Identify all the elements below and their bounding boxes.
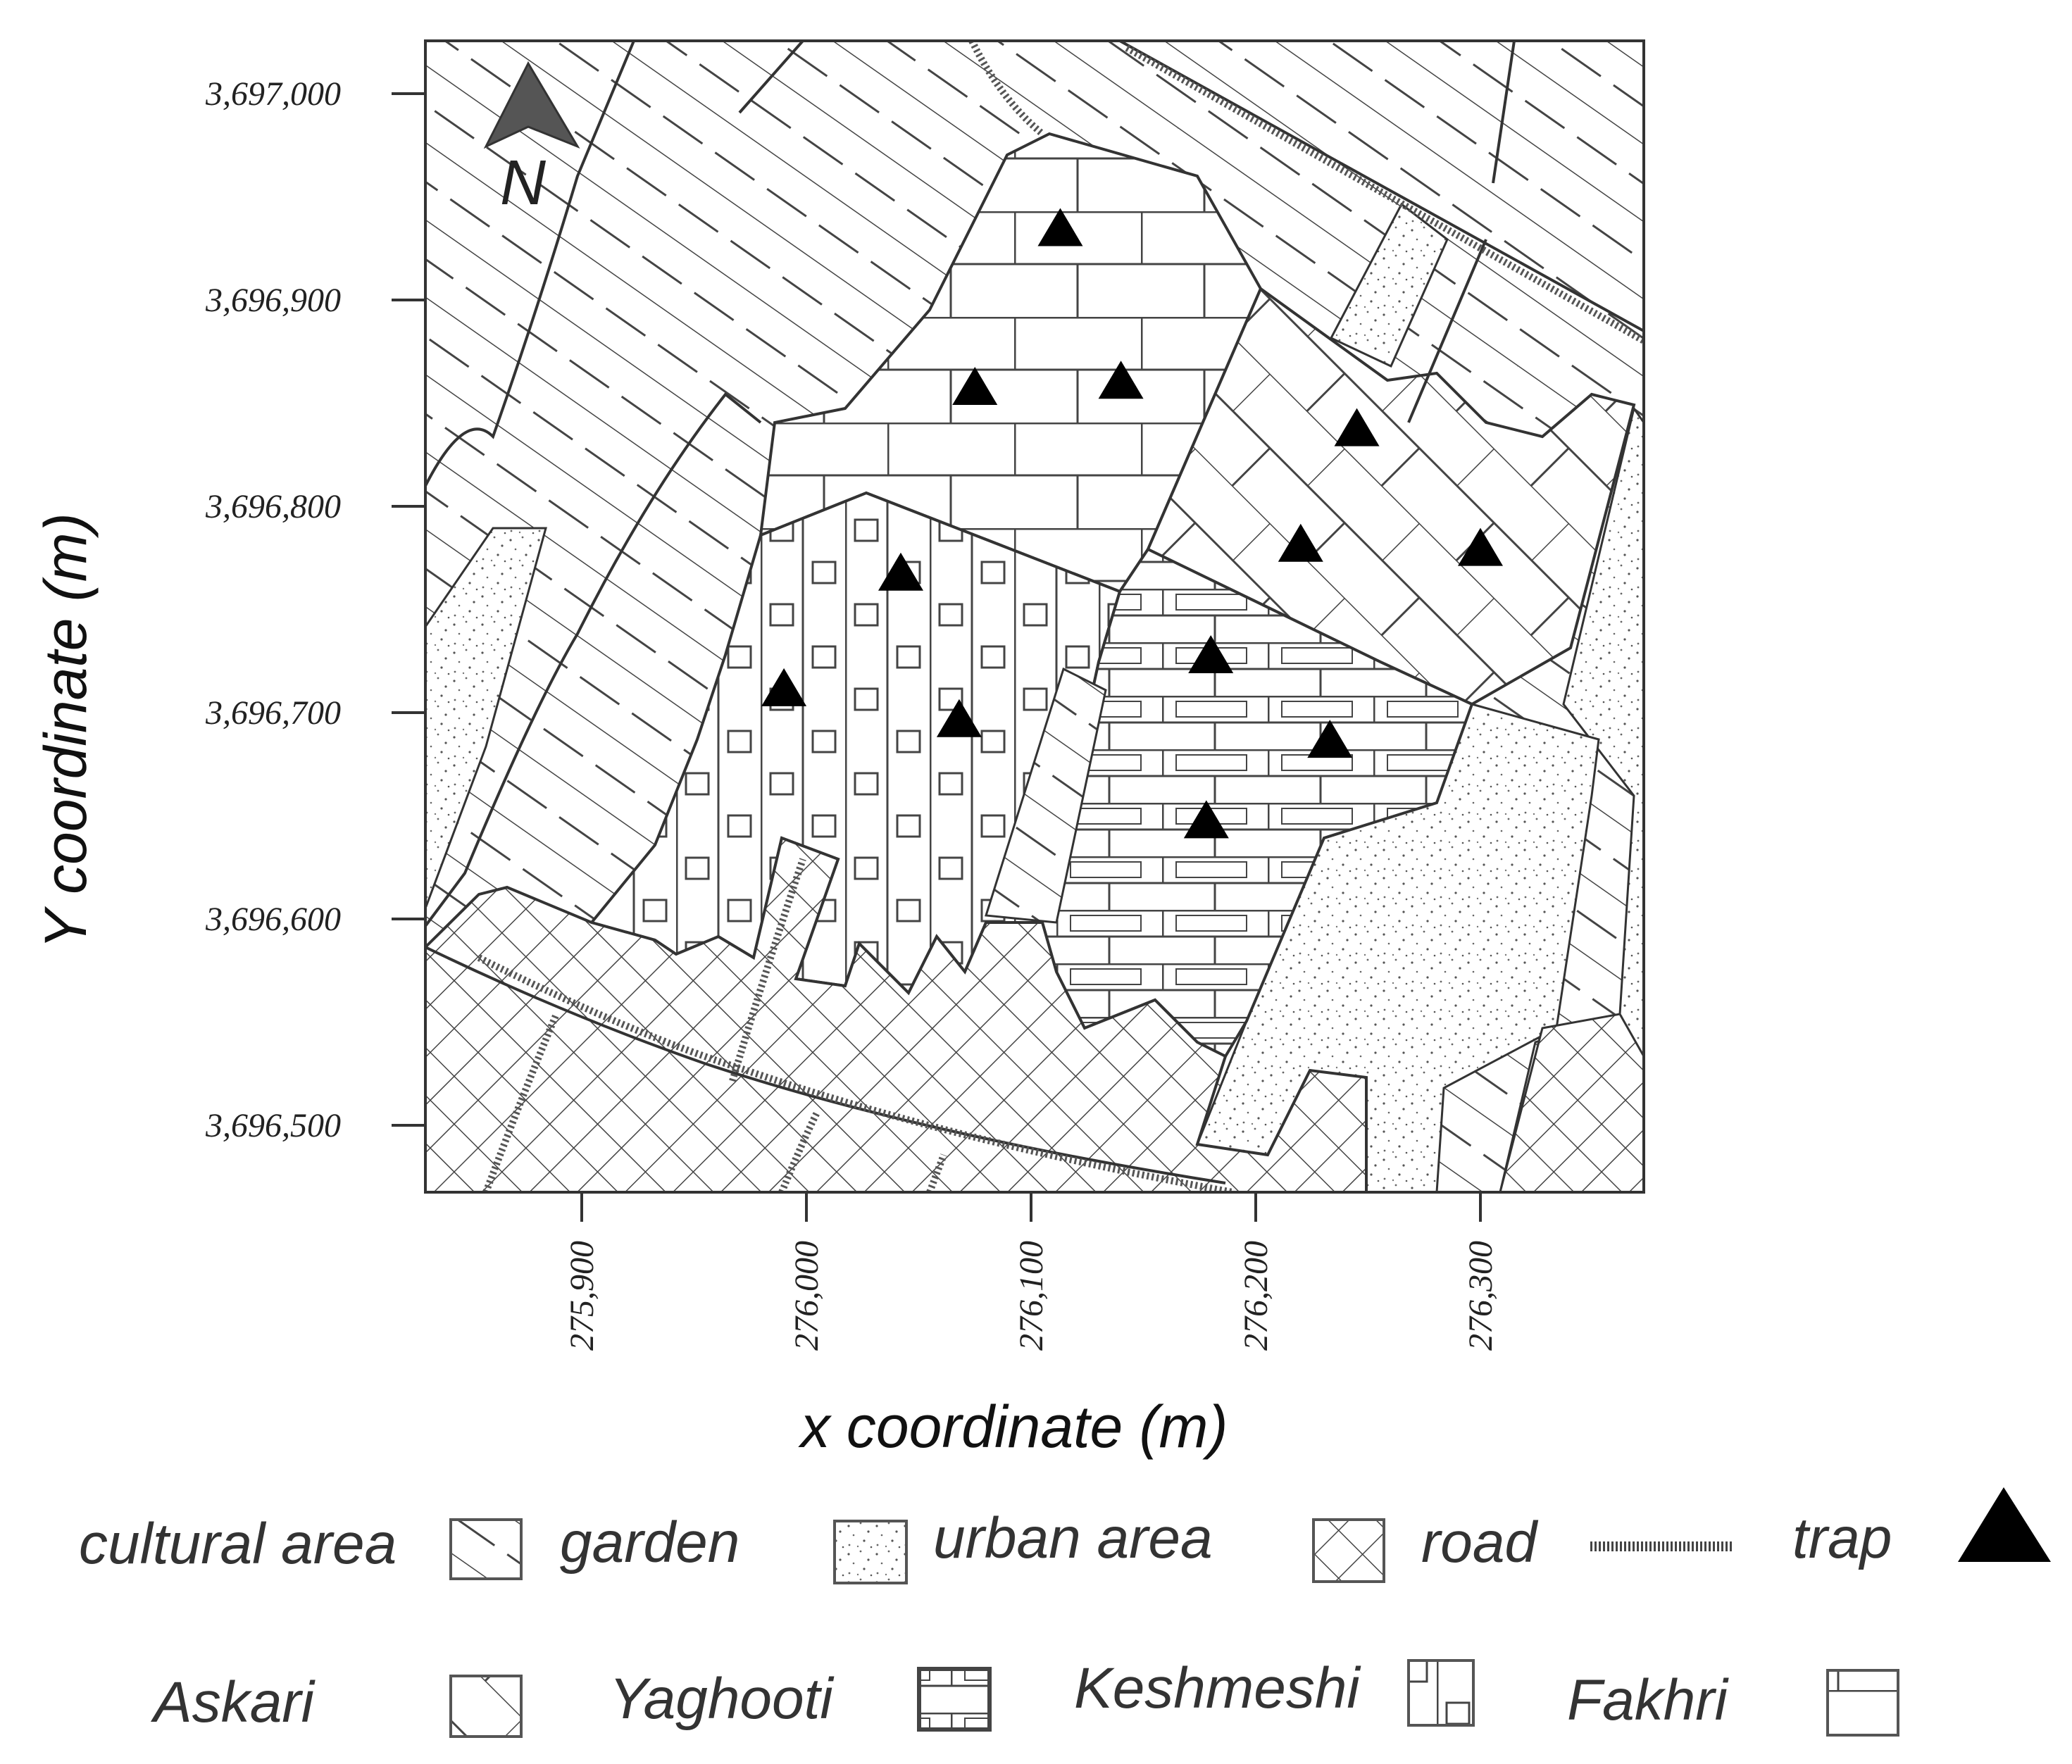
legend-label-garden: garden xyxy=(560,1510,740,1575)
legend-label-keshmeshi: Keshmeshi xyxy=(1074,1656,1360,1720)
legend-label-fakhri: Fakhri xyxy=(1567,1668,1728,1732)
legend-swatch-garden xyxy=(835,1521,906,1583)
legend-label-cultural-area: cultural area xyxy=(79,1512,397,1576)
map-panel xyxy=(425,41,1644,1192)
legend-trap-icon xyxy=(1958,1487,2051,1562)
legend-swatch-cultural-area xyxy=(451,1520,521,1579)
legend-swatch-askari xyxy=(451,1676,521,1737)
legend-label-urban-area: urban area xyxy=(933,1506,1213,1570)
y-tick-label: 3,697,000 xyxy=(206,75,341,113)
y-tick-label: 3,696,900 xyxy=(206,282,341,319)
x-tick-label: 276,000 xyxy=(788,1241,825,1351)
y-axis-title: Y coordinate (m) xyxy=(32,513,99,949)
legend-label-road: road xyxy=(1421,1510,1537,1575)
legend-swatch-urban-area xyxy=(1313,1520,1384,1582)
legend xyxy=(79,1487,2051,1737)
x-tick-label: 275,900 xyxy=(563,1241,601,1351)
y-tick-label: 3,696,600 xyxy=(206,901,341,938)
x-axis xyxy=(563,1192,1499,1351)
x-tick-label: 276,300 xyxy=(1462,1241,1499,1351)
y-tick-label: 3,696,800 xyxy=(206,488,341,525)
legend-label-trap: trap xyxy=(1792,1506,1892,1570)
legend-label-yaghooti: Yaghooti xyxy=(609,1667,833,1731)
north-label: N xyxy=(500,148,546,218)
y-axis xyxy=(205,75,425,1144)
legend-swatch-fakhri xyxy=(1828,1670,1898,1735)
y-tick-label: 3,696,700 xyxy=(206,694,341,732)
legend-label-askari: Askari xyxy=(154,1670,314,1734)
x-axis-title: x coordinate (m) xyxy=(800,1394,1228,1460)
legend-swatch-keshmeshi xyxy=(1409,1660,1473,1725)
x-tick-label: 276,200 xyxy=(1237,1241,1275,1351)
x-tick-label: 276,100 xyxy=(1013,1241,1050,1351)
legend-swatch-yaghooti xyxy=(919,1669,990,1729)
y-tick-label: 3,696,500 xyxy=(206,1107,341,1144)
